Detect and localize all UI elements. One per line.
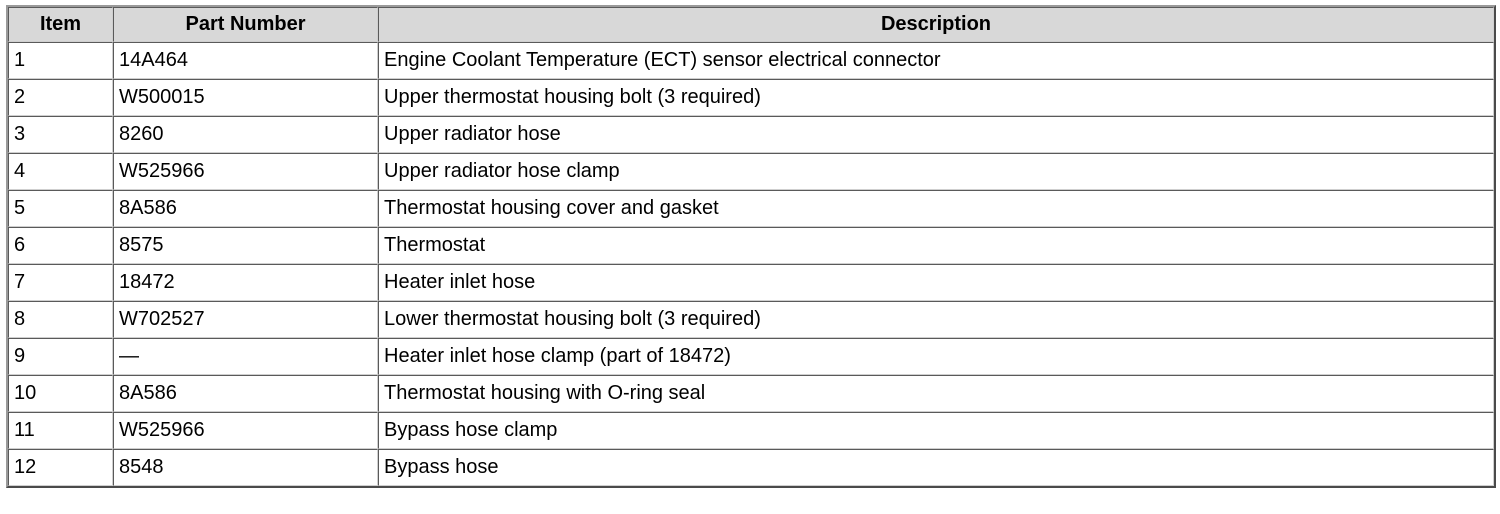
table-body [8,42,1494,486]
cell-part-number: W525966 [113,412,378,449]
cell-description: Thermostat housing with O-ring seal [378,375,1494,412]
header-description: Description [378,7,1494,42]
table-row [8,301,1494,338]
table-row [8,190,1494,227]
table-row [8,264,1494,301]
cell-description: Upper thermostat housing bolt (3 required) [378,79,1494,116]
cell-item: 9 [8,338,113,375]
cell-description: Bypass hose clamp [378,412,1494,449]
table-row [8,227,1494,264]
header-part-number: Part Number [113,7,378,42]
cell-description: Thermostat housing cover and gasket [378,190,1494,227]
table-row [8,153,1494,190]
table-row [8,116,1494,153]
cell-item: 6 [8,227,113,264]
header-item: Item [8,7,113,42]
cell-part-number: 8A586 [113,375,378,412]
table-row [8,412,1494,449]
parts-table [6,5,1496,488]
cell-part-number: 8548 [113,449,378,486]
cell-description: Lower thermostat housing bolt (3 required) [378,301,1494,338]
cell-item: 10 [8,375,113,412]
cell-description: Heater inlet hose [378,264,1494,301]
cell-description: Thermostat [378,227,1494,264]
cell-part-number: W525966 [113,153,378,190]
table-header [8,7,1494,42]
cell-item: 12 [8,449,113,486]
table-row [8,375,1494,412]
cell-item: 8 [8,301,113,338]
cell-part-number: W500015 [113,79,378,116]
cell-description: Upper radiator hose clamp [378,153,1494,190]
cell-description: Bypass hose [378,449,1494,486]
cell-part-number: 8A586 [113,190,378,227]
cell-part-number: 14A464 [113,42,378,79]
table-row [8,79,1494,116]
cell-part-number: 8575 [113,227,378,264]
cell-part-number: W702527 [113,301,378,338]
cell-part-number: 18472 [113,264,378,301]
cell-part-number: — [113,338,378,375]
cell-item: 4 [8,153,113,190]
cell-description: Heater inlet hose clamp (part of 18472) [378,338,1494,375]
table-row [8,42,1494,79]
cell-item: 1 [8,42,113,79]
cell-part-number: 8260 [113,116,378,153]
cell-description: Engine Coolant Temperature (ECT) sensor electrical connector [378,42,1494,79]
table-row [8,449,1494,486]
cell-item: 7 [8,264,113,301]
header-row [8,7,1494,42]
cell-item: 11 [8,412,113,449]
table-row [8,338,1494,375]
cell-item: 5 [8,190,113,227]
cell-item: 3 [8,116,113,153]
cell-item: 2 [8,79,113,116]
cell-description: Upper radiator hose [378,116,1494,153]
